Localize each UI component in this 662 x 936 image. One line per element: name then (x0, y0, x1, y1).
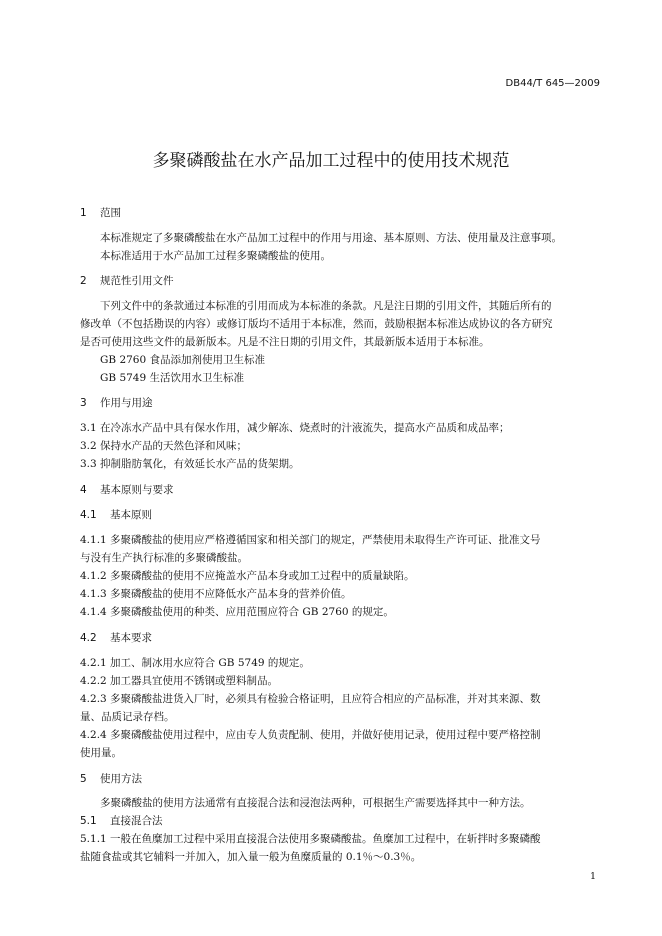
subsection-number: 4.1 (80, 509, 97, 521)
list-item: 4.2.1 加工、制冰用水应符合 GB 5749 的规定。 (80, 657, 310, 669)
list-item-continued: 与没有生产执行标准的多聚磷酸盐。 (80, 552, 248, 564)
reference-item: GB 5749 生活饮用水卫生标准 (100, 372, 245, 384)
section-2-heading (80, 273, 174, 288)
page-number: 1 (589, 871, 596, 882)
list-item-continued: 量、品质记录存档。 (80, 711, 175, 723)
section-number: 3 (80, 397, 87, 409)
list-item: 3.3 抑制脂肪氧化，有效延长水产品的货架期。 (80, 458, 300, 470)
section-title: 作用与用途 (100, 397, 153, 409)
section-title: 基本原则与要求 (100, 484, 174, 496)
list-item: 4.1.4 多聚磷酸盐使用的种类、应用范围应符合 GB 2760 的规定。 (80, 606, 394, 618)
list-item: 4.2.4 多聚磷酸盐使用过程中，应由专人负责配制、使用，并做好使用记录，使用过程中要严格控制 (80, 729, 541, 741)
doc-code: DB44/T 645—2009 (505, 78, 600, 89)
list-item: 5.1.1 一般在鱼糜加工过程中采用直接混合法使用多聚磷酸盐。鱼糜加工过程中，在斩拌时多聚磷酸 (80, 833, 541, 845)
reference-item: GB 2760 食品添加剂使用卫生标准 (100, 354, 266, 366)
paragraph-line: 是否可使用这些文件的最新版本。凡是不注日期的引用文件，其最新版本适用于本标准。 (80, 336, 490, 348)
subsection-title: 基本要求 (110, 632, 152, 644)
subsection-number: 4.2 (80, 632, 97, 644)
list-item: 3.2 保持水产品的天然色泽和风味； (80, 440, 248, 452)
paragraph: 多聚磷酸盐的使用方法通常有直接混合法和浸泡法两种，可根据生产需要选择其中一种方法。 (100, 797, 531, 809)
section-title: 规范性引用文件 (100, 275, 174, 287)
section-title: 使用方法 (100, 773, 142, 785)
list-item-continued: 盐随食盐或其它辅料一并加入，加入量一般为鱼糜质量的 0.1％～0.3％。 (80, 851, 422, 863)
list-item: 3.1 在冷冻水产品中具有保水作用，减少解冻、烧煮时的汁液流失，提高水产品质和成品率； (80, 422, 510, 434)
paragraph: 本标准适用于水产品加工过程多聚磷酸盐的使用。 (100, 250, 331, 262)
subsection-title: 基本原则 (110, 509, 152, 521)
subsection-number: 5.1 (80, 815, 97, 827)
subsection-5-1-heading (80, 813, 163, 828)
list-item: 4.1.3 多聚磷酸盐的使用不应降低水产品本身的营养价值。 (80, 588, 352, 600)
section-4-heading (80, 482, 174, 497)
paragraph-line: 修改单（不包括勘误的内容）或修订版均不适用于本标准，然而，鼓励根据本标准达成协议的各方研究 (80, 318, 553, 330)
section-number: 5 (80, 773, 87, 785)
subsection-4-2-heading (80, 630, 152, 645)
paragraph: 本标准规定了多聚磷酸盐在水产品加工过程中的作用与用途、基本原则、方法、使用量及注意事项。 (100, 232, 562, 244)
paragraph-line: 下列文件中的条款通过本标准的引用而成为本标准的条款。凡是注日期的引用文件，其随后所有的 (100, 300, 552, 312)
section-number: 4 (80, 484, 87, 496)
section-number: 1 (80, 207, 87, 219)
section-3-heading (80, 395, 153, 410)
subsection-title: 直接混合法 (110, 815, 163, 827)
list-item: 4.2.2 加工器具宜使用不锈钢或塑料制品。 (80, 675, 279, 687)
section-1-heading (80, 205, 121, 220)
list-item: 4.2.3 多聚磷酸盐进货入厂时，必须具有检验合格证明，且应符合相应的产品标准，并对其来源、数 (80, 693, 541, 705)
subsection-4-1-heading (80, 507, 152, 522)
section-5-heading (80, 771, 142, 786)
list-item: 4.1.2 多聚磷酸盐的使用不应掩盖水产品本身或加工过程中的质量缺陷。 (80, 570, 415, 582)
page-title: 多聚磷酸盐在水产品加工过程中的使用技术规范 (152, 151, 510, 171)
list-item: 4.1.1 多聚磷酸盐的使用应严格遵循国家和相关部门的规定，严禁使用未取得生产许可证、批准文号 (80, 534, 541, 546)
section-title: 范围 (100, 207, 121, 219)
list-item-continued: 使用量。 (80, 747, 122, 759)
section-number: 2 (80, 275, 87, 287)
